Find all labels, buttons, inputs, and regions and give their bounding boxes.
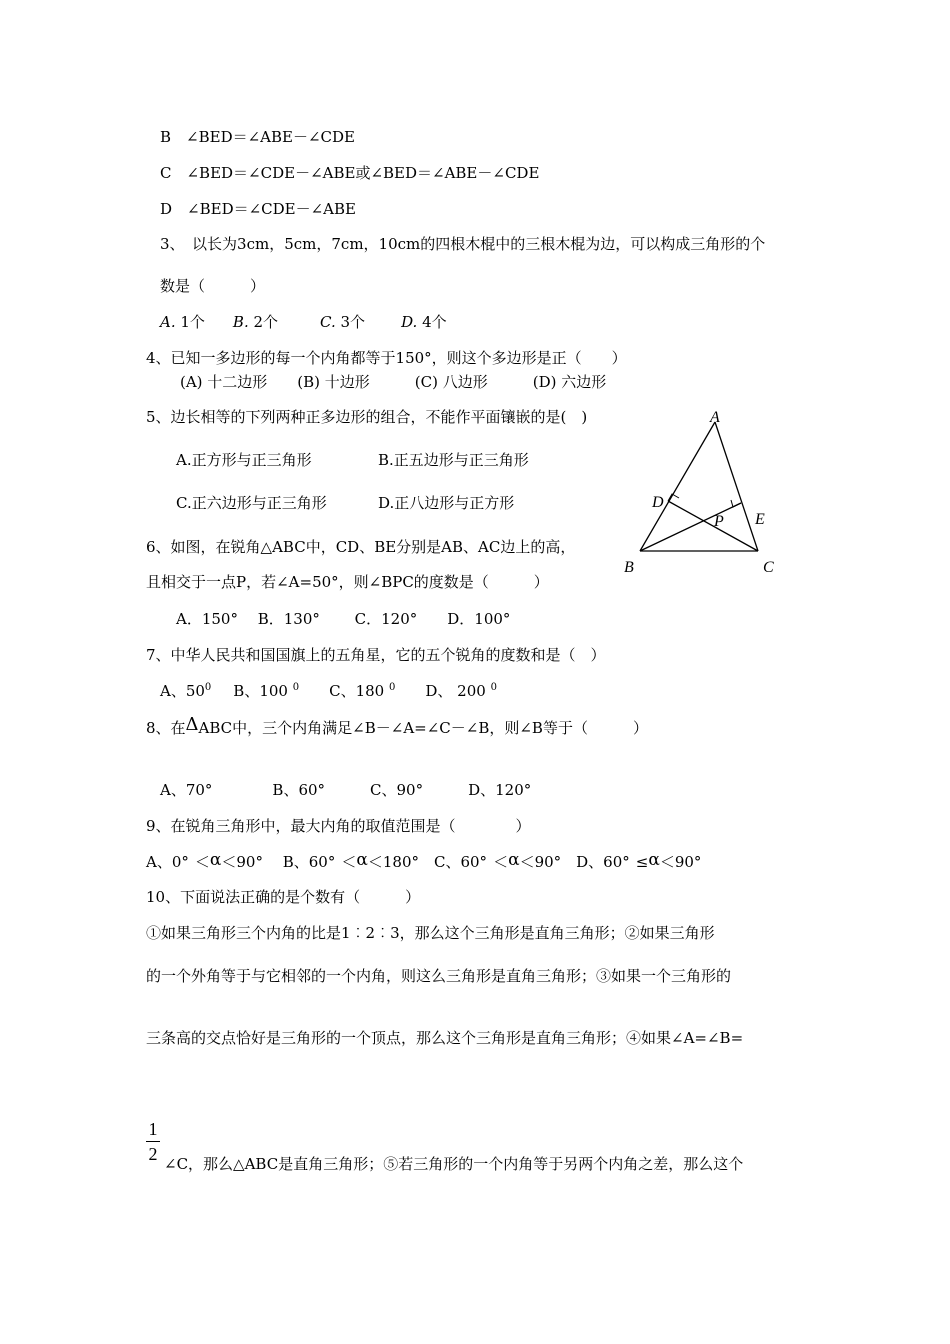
q8-rest: ABC中，三个内角满足∠B－∠A=∠C－∠B，则∠B等于（ ） — [198, 719, 648, 737]
figure-label-c: C — [763, 559, 774, 576]
q3-option-d-letter: D. — [401, 313, 418, 331]
q3-option-c: 3个 — [335, 313, 366, 331]
q8-stem — [146, 714, 648, 738]
q4-stem: 4、已知一多边形的每一个内角都等于150°，则这个多边形是正（ ） — [146, 349, 627, 367]
figure-label-d: D — [652, 494, 664, 511]
q2-option-c: C ∠BED＝∠CDE－∠ABE或∠BED＝∠ABE－∠CDE — [160, 164, 540, 182]
q3-option-d: 4个 — [417, 313, 447, 331]
q5-option-b: B.正五边形与正三角形 — [378, 451, 529, 469]
q8-options: A、70° B、60° C、90° D、120° — [160, 781, 532, 799]
q5-stem: 5、边长相等的下列两种正多边形的组合，不能作平面镶嵌的是( ) — [146, 408, 588, 426]
q3-option-a-letter: A. — [160, 313, 176, 331]
q10-line2: 的一个外角等于与它相邻的一个内角，则这么三角形是直角三角形；③如果一个三角形的 — [146, 967, 732, 985]
q9-lt: ＜ — [194, 853, 210, 871]
q9-option-c-end: ＜90° D、60° — [519, 853, 630, 871]
q8-prefix: 8、在 — [146, 719, 186, 737]
q5-option-a: A.正方形与正三角形 — [176, 451, 312, 469]
q9-stem: 9、在锐角三角形中，最大内角的取值范围是（ ） — [146, 817, 531, 835]
alpha-symbol: α — [648, 850, 660, 870]
q2-option-b: B ∠BED＝∠ABE－∠CDE — [160, 128, 355, 146]
q7-stem: 7、中华人民共和国国旗上的五角星，它的五个锐角的度数和是（ ） — [146, 646, 606, 664]
q4-options: (A) 十二边形 (B) 十边形 (C) 八边形 (D) 六边形 — [180, 373, 607, 391]
q7-option-b: B、100 — [233, 682, 293, 700]
fraction-bar — [146, 1141, 160, 1142]
q9-option-b-end: ＜180° C、60° — [367, 853, 488, 871]
q7-option-d: D、 200 — [425, 682, 491, 700]
q7-degree-d: 0 — [490, 682, 497, 693]
q7-degree-b: 0 — [292, 682, 300, 693]
figure-label-p: P — [714, 513, 724, 530]
q7-option-c: C、180 — [329, 682, 389, 700]
q6-stem-line2: 且相交于一点P，若∠A=50°，则∠BPC的度数是（ ） — [146, 573, 549, 591]
q10-line4: ∠C，那么△ABC是直角三角形；⑤若三角形的一个内角等于另两个内角之差，那么这个 — [164, 1155, 744, 1173]
q3-option-b-letter: B. — [232, 313, 249, 331]
q7-option-a: A、50 — [160, 682, 205, 700]
q2-option-d: D ∠BED＝∠CDE－∠ABE — [160, 200, 356, 218]
figure-label-a: A — [710, 409, 720, 426]
fraction-denominator: 2 — [148, 1144, 158, 1164]
q7-options — [160, 681, 497, 704]
alpha-symbol: α — [508, 850, 520, 870]
triangle-figure — [610, 400, 790, 580]
q9-le: ≤ — [635, 853, 649, 871]
q6-options: A．150° B．130° C．120° D．100° — [176, 610, 511, 628]
fraction-numerator: 1 — [148, 1119, 158, 1139]
fraction-one-half — [146, 1118, 160, 1165]
q7-degree-c: 0 — [388, 682, 396, 693]
q10-stem: 10、下面说法正确的是个数有（ ） — [146, 888, 421, 906]
q8-delta: Δ — [185, 714, 199, 735]
q10-line1: ①如果三角形三个内角的比是1︰2︰3，那么这个三角形是直角三角形；②如果三角形 — [146, 924, 715, 942]
figure-label-e: E — [755, 511, 765, 528]
q6-stem-line1: 6、如图，在锐角△ABC中，CD、BE分别是AB、AC边上的高， — [146, 538, 576, 556]
q7-degree-a: 0 — [204, 682, 212, 693]
alpha-symbol: α — [209, 850, 222, 870]
q9-options — [146, 852, 701, 872]
q9-option-d-end: ＜90° — [659, 853, 702, 871]
q5-option-d: D.正八边形与正方形 — [378, 494, 515, 512]
q5-option-c: C.正六边形与正三角形 — [176, 494, 327, 512]
alpha-symbol: α — [356, 850, 368, 870]
q10-line3: 三条高的交点恰好是三角形的一个顶点，那么这个三角形是直角三角形；④如果∠A=∠B= — [146, 1029, 744, 1047]
figure-label-b: B — [624, 559, 634, 576]
q3-stem-line2: 数是（ ） — [160, 277, 266, 295]
q9-lt: ＜ — [341, 853, 357, 871]
q3-option-c-letter: C. — [320, 313, 336, 331]
q3-stem-line1: 3、 以长为3cm，5cm，7cm，10cm的四根木棍中的三根木棍为边，可以构成三角形的个 — [160, 235, 766, 253]
q3-option-a: 1个 — [175, 313, 205, 331]
q9-lt: ＜ — [493, 853, 509, 871]
q3-options — [160, 312, 447, 332]
q9-option-a-end: ＜90° B、60° — [221, 853, 336, 871]
q9-option-a-start: A、0° — [146, 853, 189, 871]
q3-option-b: 2个 — [248, 313, 279, 331]
